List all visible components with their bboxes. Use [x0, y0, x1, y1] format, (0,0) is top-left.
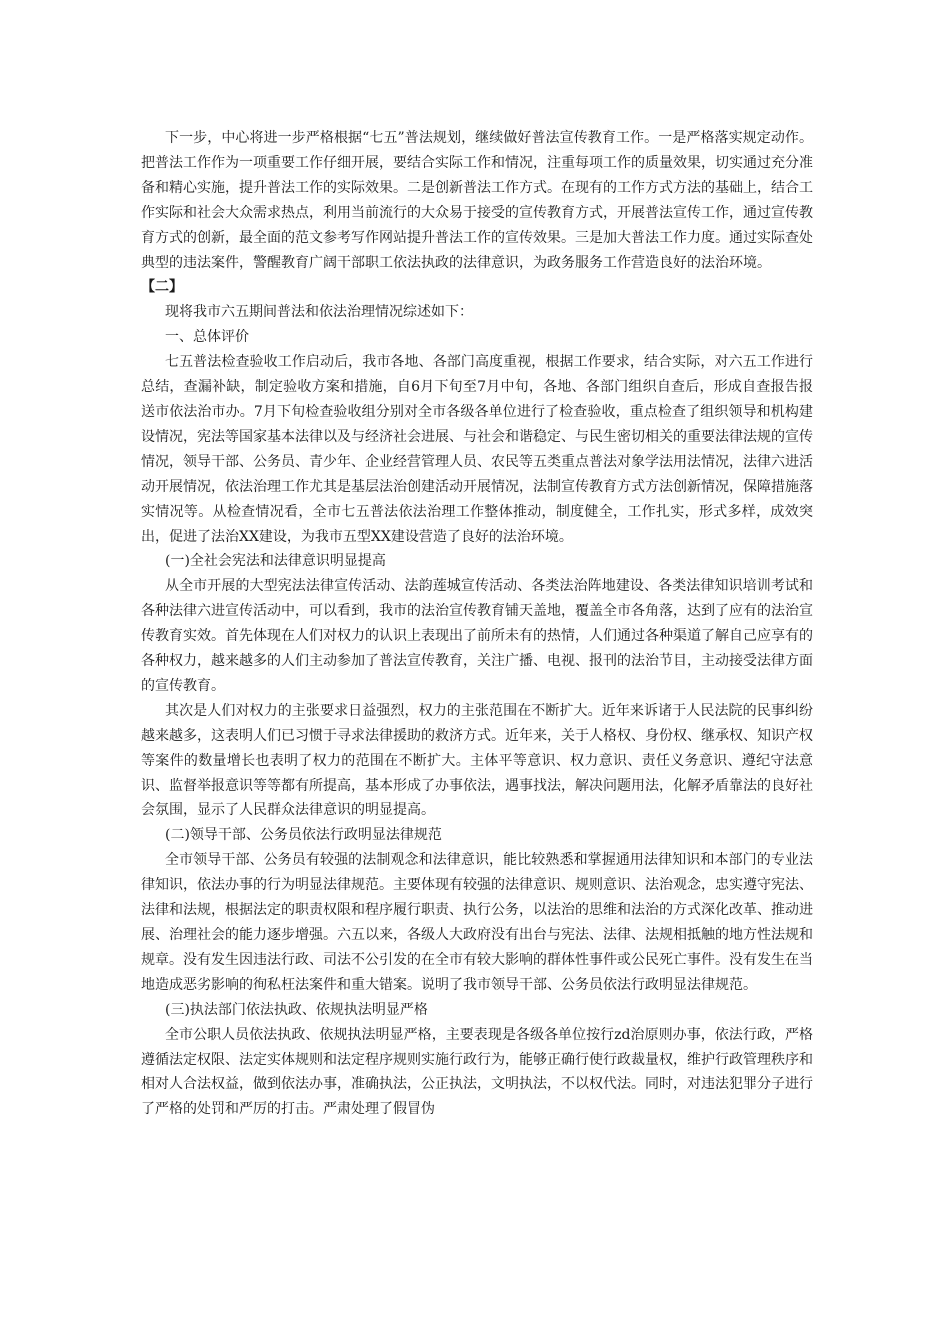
subheading-officials: (二)领导干部、公务员依法行政明显法律规范: [165, 827, 442, 844]
section-marker-two: 【二】: [141, 279, 183, 296]
paragraph-rights: 其次是人们对权力的主张要求日益强烈，权力的主张范围在不断扩大。近年来诉诸于人民法院的民事纠纷越来越多，这表明人们已习惯于寻求法律援助的救济方式。近年来，关于人格权、身份权、继承权、知识产权等案件的数量增长也表明了权力的范围在不断扩大。主体平等意识、权力意识、责任义务意识、遵纪守法意识、监督举报意识等等都有所提高，基本形成了办事依法，遇事找法，解决问题用法，化解矛盾靠法的良好社会氛围，显示了人民群众法律意识的明显提高。: [141, 702, 813, 819]
paragraph-intro: 现将我市六五期间普法和依法治理情况综述如下：: [165, 304, 473, 321]
heading-overall-evaluation: 一、总体评价: [165, 329, 249, 346]
paragraph-enforcement: 全市公职人员依法执政、依规执法明显严格，主要表现是各级各单位按行zd治原则办事，依法行政，严格遵循法定权限、法定实体规则和法定程序规则实施行政行为，能够正确行使行政裁量权，维护行政管理秩序和相对人合法权益，做到依法办事，准确执法，公正执法，文明执法，不以权代法。同时，对违法犯罪分子进行了严格的处罚和严厉的打击。严肃处理了假冒伪: [141, 1026, 813, 1118]
paragraph-next-steps: 下一步，中心将进一步严格根据“七五”普法规划，继续做好普法宣传教育工作。一是严格落实规定动作。把普法工作作为一项重要工作仔细开展，要结合实际工作和情况，注重每项工作的质量效果，切实通过充分准备和精心实施，提升普法工作的实际效果。二是创新普法工作方式。在现有的工作方式方法的基础上，结合工作实际和社会大众需求热点，利用当前流行的大众易于接受的宣传教育方式，开展普法宣传工作，通过宣传教育方式的创新，最全面的范文参考写作网站提升普法工作的宣传效果。三是加大普法工作力度。通过实际查处典型的违法案件，警醒教育广阔干部职工依法执政的法律意识，为政务服务工作营造良好的法治环境。: [141, 130, 813, 271]
paragraph-inspection: 七五普法检查验收工作启动后，我市各地、各部门高度重视，根据工作要求，结合实际，对六五工作进行总结，查漏补缺，制定验收方案和措施，自6月下旬至7月中旬，各地、各部门组织自查后，形成自查报告报送市依法治市办。7月下旬检查验收组分别对全市各级各单位进行了检查验收，重点检查了组织领导和机构建设情况，宪法等国家基本法律以及与经济社会进展、与社会和谐稳定、与民生密切相关的重要法律法规的宣传情况，领导干部、公务员、青少年、企业经营管理人员、农民等五类重点普法对象学法用法情况，法律六进活动开展情况，依法治理工作尤其是基层法治创建活动开展情况，法制宣传教育方式方法创新情况，保障措施落实情况等。从检查情况看，全市七五普法依法治理工作整体推动，制度健全，工作扎实，形式多样，成效突出，促进了法治XX建设，为我市五型XX建设营造了良好的法治环境。: [141, 354, 813, 545]
subheading-enforcement: (三)执法部门依法执政、依规执法明显严格: [165, 1001, 428, 1018]
paragraph-publicity: 从全市开展的大型宪法法律宣传活动、法韵莲城宣传活动、各类法治阵地建设、各类法律知识培训考试和各种法律六进宣传活动中，可以看到，我市的法治宣传教育铺天盖地，覆盖全市各角落，达到了应有的法治宣传教育实效。首先体现在人们对权力的认识上表现出了前所未有的热情，人们通过各种渠道了解自己应享有的各种权力，越来越多的人们主动参加了普法宣传教育，关注广播、电视、报刊的法治节目，主动接受法律方面的宣传教育。: [141, 578, 813, 694]
document-body: [141, 126, 813, 1122]
subheading-awareness: (一)全社会宪法和法律意识明显提高: [165, 553, 386, 570]
paragraph-officials: 全市领导干部、公务员有较强的法制观念和法律意识，能比较熟悉和掌握通用法律知识和本部门的专业法律知识，依法办事的行为明显法律规范。主要体现有较强的法律意识、规则意识、法治观念，忠实遵守宪法、法律和法规，根据法定的职责权限和程序履行职责、执行公务，以法治的思维和法治的方式深化改革、推动进展、治理社会的能力逐步增强。六五以来，各级人大政府没有出台与宪法、法律、法规相抵触的地方性法规和规章。没有发生因违法行政、司法不公引发的在全市有较大影响的群体性事件或公民死亡事件。没有发生在当地造成恶劣影响的徇私枉法案件和重大错案。说明了我市领导干部、公务员依法行政明显法律规范。: [141, 852, 813, 993]
